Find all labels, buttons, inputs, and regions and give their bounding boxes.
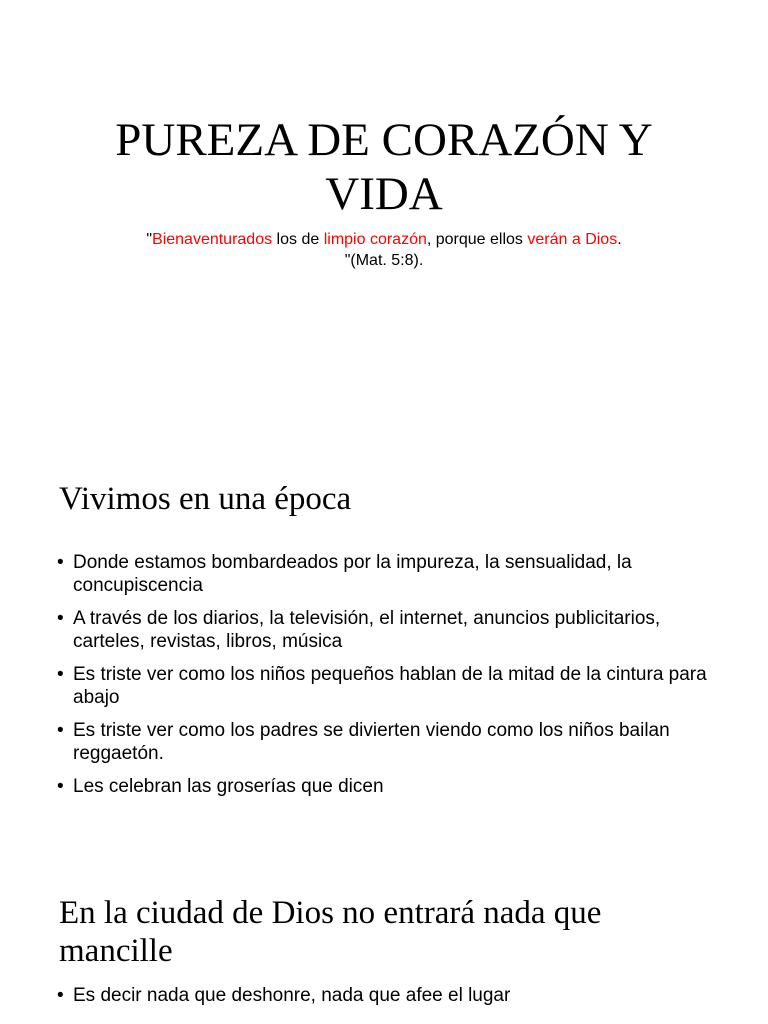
list-item bbox=[57, 607, 717, 653]
verse-text-2: , porque ellos bbox=[426, 231, 528, 248]
verse-blessed: Bienaventurados bbox=[152, 231, 273, 248]
verse-see-god: verán a Dios bbox=[527, 231, 618, 248]
list-item-text: Es decir nada que deshonre, nada que afee el lugar bbox=[73, 985, 511, 1006]
bullet-list bbox=[57, 551, 717, 808]
list-item-text: Donde estamos bombardeados por la impureza, la sensualidad, la concupiscencia bbox=[73, 552, 632, 596]
bullet-icon: • bbox=[57, 720, 64, 741]
list-item bbox=[57, 663, 717, 709]
verse-pure-heart: limpio corazón bbox=[323, 231, 427, 248]
bullet-icon: • bbox=[57, 552, 64, 573]
bible-verse bbox=[80, 229, 688, 271]
bullet-list bbox=[57, 984, 717, 1017]
title-line-2: VIDA bbox=[325, 168, 443, 220]
slide-title-heading bbox=[60, 113, 708, 221]
bullet-icon: • bbox=[57, 776, 64, 797]
bullet-icon: • bbox=[57, 608, 64, 629]
bullet-icon: • bbox=[57, 985, 64, 1006]
verse-reference: "(Mat. 5:8). bbox=[344, 252, 424, 269]
bullet-icon: • bbox=[57, 664, 64, 685]
slide-city-of-god bbox=[0, 864, 768, 1024]
list-item bbox=[57, 551, 717, 597]
slide-title bbox=[0, 0, 768, 432]
section-title: Vivimos en una época bbox=[59, 481, 352, 517]
list-item bbox=[57, 775, 717, 798]
list-item bbox=[57, 719, 717, 765]
verse-text-1: los de bbox=[272, 231, 324, 248]
list-item bbox=[57, 984, 717, 1007]
title-line-1: PUREZA DE CORAZÓN Y bbox=[115, 114, 653, 166]
verse-open-quote: " bbox=[146, 231, 153, 248]
list-item-text: Es triste ver como los niños pequeños hablan de la mitad de la cintura para abajo bbox=[73, 664, 707, 708]
list-item-text: A través de los diarios, la televisión, el internet, anuncios publicitarios, carteles, revistas, libros, música bbox=[73, 608, 661, 652]
list-item-text: Es triste ver como los padres se divierten viendo como los niños bailan reggaetón. bbox=[73, 720, 670, 764]
list-item-text: Les celebran las groserías que dicen bbox=[73, 776, 384, 797]
verse-text-3: . bbox=[617, 231, 622, 248]
slide-epoch bbox=[0, 432, 768, 864]
section-title: En la ciudad de Dios no entrará nada que mancille bbox=[59, 895, 602, 969]
